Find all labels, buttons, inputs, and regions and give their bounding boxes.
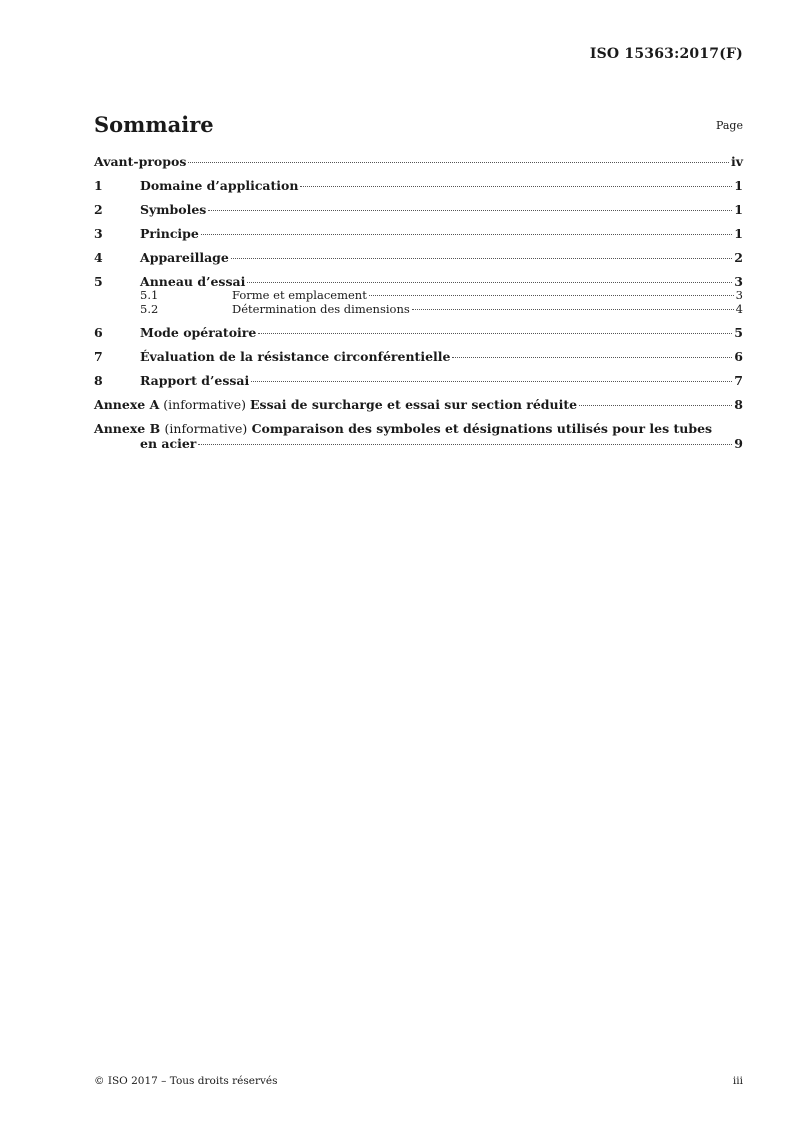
toc-entry-2[interactable] (94, 202, 743, 217)
toc-subentry-number: 5.1 (140, 288, 159, 302)
toc-subentry-text: Détermination des dimensions (232, 301, 410, 316)
toc-entry-page: 7 (734, 373, 743, 388)
toc-entry-8[interactable] (94, 373, 743, 388)
toc-entry-number: 3 (94, 226, 103, 241)
dot-leader (251, 381, 732, 382)
toc-entry-7[interactable] (94, 349, 743, 364)
toc-title: Sommaire (94, 112, 214, 137)
toc-subentry-5-1[interactable] (94, 289, 743, 303)
dot-leader (258, 333, 732, 334)
annex-label: Annexe B (94, 421, 161, 436)
annex-title: Comparaison des symboles et désignations utilisés pour les tubes (251, 421, 713, 436)
toc-entry-number: 5 (94, 274, 103, 289)
dot-leader (208, 210, 732, 211)
toc-entry-text: Appareillage (140, 250, 229, 265)
toc-entry-number: 6 (94, 325, 103, 340)
document-id: ISO 15363:2017(F) (589, 46, 743, 62)
toc-entry-number: 8 (94, 373, 103, 388)
toc-entry-text: Domaine d’application (140, 178, 299, 193)
toc-entry-number: 4 (94, 250, 103, 265)
page-column-label: Page (715, 119, 743, 132)
copyright-notice: © ISO 2017 – Tous droits réservés (94, 1075, 278, 1087)
toc-entry-1[interactable] (94, 178, 743, 193)
toc-entry-text: Principe (140, 226, 199, 241)
annex-type: (informative) (164, 421, 248, 436)
annex-continuation-line (94, 436, 743, 451)
toc-entry-page: 1 (734, 202, 743, 217)
toc-entry-6[interactable] (94, 325, 743, 340)
annex-title-continuation: en acier (140, 436, 197, 451)
dot-leader (198, 444, 732, 445)
toc-subentry-page: 3 (735, 288, 743, 302)
dot-leader (231, 258, 732, 259)
dot-leader (579, 405, 732, 406)
dot-leader (201, 234, 732, 235)
table-of-contents (94, 154, 743, 451)
annex-type: (informative) (163, 397, 247, 412)
toc-entry-page: 6 (734, 349, 743, 364)
toc-entry-3[interactable] (94, 226, 743, 241)
toc-entry-page: 5 (734, 325, 743, 340)
dot-leader (452, 357, 732, 358)
toc-subentry-page: 4 (735, 301, 743, 316)
dot-leader (188, 162, 729, 163)
toc-annex-a[interactable] (94, 397, 743, 412)
toc-entry-foreword[interactable] (94, 154, 743, 169)
toc-entry-text: Symboles (140, 202, 207, 217)
toc-entry-page: 3 (734, 274, 743, 289)
annex-title: Essai de surcharge et essai sur section réduite (250, 397, 578, 412)
toc-entry-5[interactable] (94, 274, 743, 289)
page-number: iii (732, 1075, 743, 1087)
toc-entry-text: Avant-propos (94, 154, 187, 169)
toc-subentry-text: Forme et emplacement (232, 288, 367, 302)
annex-label: Annexe A (94, 397, 160, 412)
annex-page: 8 (734, 397, 743, 412)
toc-entry-page: iv (730, 154, 743, 169)
toc-entry-4[interactable] (94, 250, 743, 265)
toc-entry-number: 2 (94, 202, 103, 217)
toc-subentry-number: 5.2 (140, 301, 159, 316)
annex-first-line (94, 421, 743, 436)
toc-entry-text: Mode opératoire (140, 325, 257, 340)
annex-page: 9 (734, 436, 743, 451)
toc-entry-page: 2 (734, 250, 743, 265)
toc-entry-page: 1 (734, 226, 743, 241)
dot-leader (300, 186, 732, 187)
toc-subentry-5-2[interactable] (94, 303, 743, 317)
toc-entry-text: Anneau d’essai (140, 274, 246, 289)
toc-entry-text: Évaluation de la résistance circonférentielle (140, 349, 451, 364)
toc-annex-b[interactable] (94, 421, 743, 451)
dot-leader (412, 309, 734, 310)
toc-entry-number: 1 (94, 178, 103, 193)
toc-entry-number: 7 (94, 349, 103, 364)
dot-leader (247, 282, 732, 283)
toc-entry-page: 1 (734, 178, 743, 193)
toc-entry-text: Rapport d’essai (140, 373, 250, 388)
dot-leader (369, 295, 734, 296)
